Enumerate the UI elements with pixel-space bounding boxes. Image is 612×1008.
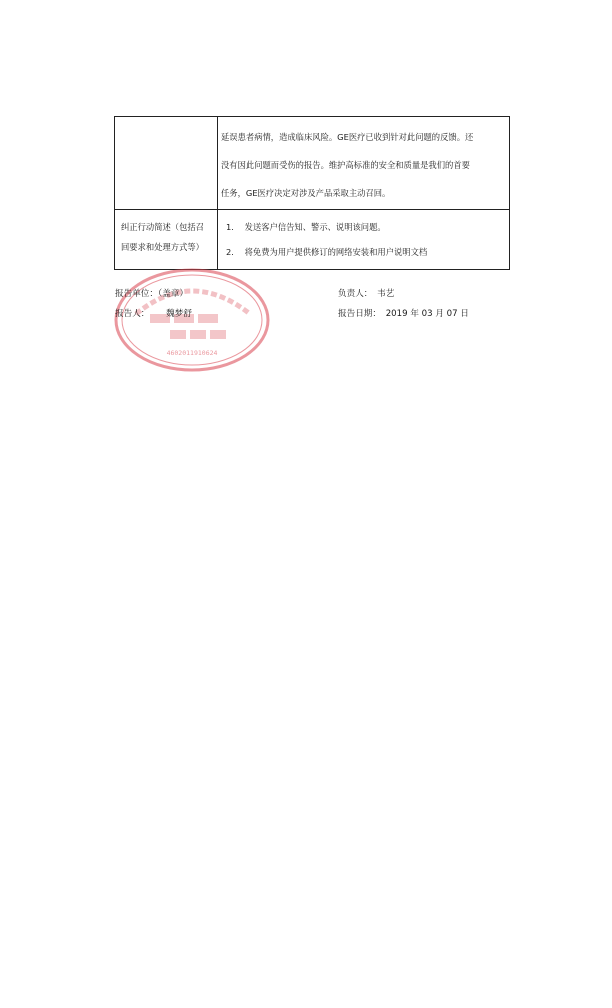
description-text — [115, 117, 509, 209]
stamp-number: 4602011910624 — [166, 349, 218, 357]
report-date — [338, 307, 469, 319]
description-cell — [115, 117, 510, 210]
corrective-action-list — [218, 210, 509, 269]
corrective-action-content-cell — [218, 210, 510, 270]
table-row — [115, 117, 510, 210]
corrective-action-label-cell — [115, 210, 218, 270]
column-divider — [217, 117, 218, 209]
company-seal-stamp — [110, 262, 275, 382]
description-line: 延误患者病情，造成临床风险。GE医疗已收到针对此问题的反馈。还 — [221, 132, 474, 142]
responsible-person — [338, 287, 394, 299]
reporter — [115, 307, 192, 319]
description-line: 任务，GE医疗决定对涉及产品采取主动召回。 — [221, 188, 391, 198]
corrective-action-label: 回要求和处理方式等） — [121, 242, 204, 252]
description-line: 没有因此问题而受伤的报告。维护高标准的安全和质量是我们的首要 — [221, 160, 470, 170]
list-number: 1. — [226, 222, 234, 232]
report-date-label: 报告日期： — [338, 309, 381, 319]
report-unit-label: 报告单位：（盖章） — [115, 289, 189, 299]
reporter-name: 魏梦舒 — [166, 309, 192, 319]
list-item — [226, 215, 503, 240]
list-text: 发送客户信告知、警示、说明该问题。 — [244, 222, 386, 232]
report-table — [114, 116, 510, 270]
report-unit — [115, 287, 188, 299]
report-date-value: 2019 年 03 月 07 日 — [385, 309, 469, 319]
table-row — [115, 210, 510, 270]
list-number: 2. — [226, 247, 234, 257]
list-text: 将免费为用户提供修订的网络安装和用户说明文档 — [244, 247, 428, 257]
corrective-action-label: 纠正行动简述（包括召 — [121, 222, 204, 232]
responsible-name: 韦艺 — [377, 289, 395, 299]
responsible-label: 负责人： — [338, 289, 373, 299]
reporter-label: 报告人： — [115, 309, 150, 319]
